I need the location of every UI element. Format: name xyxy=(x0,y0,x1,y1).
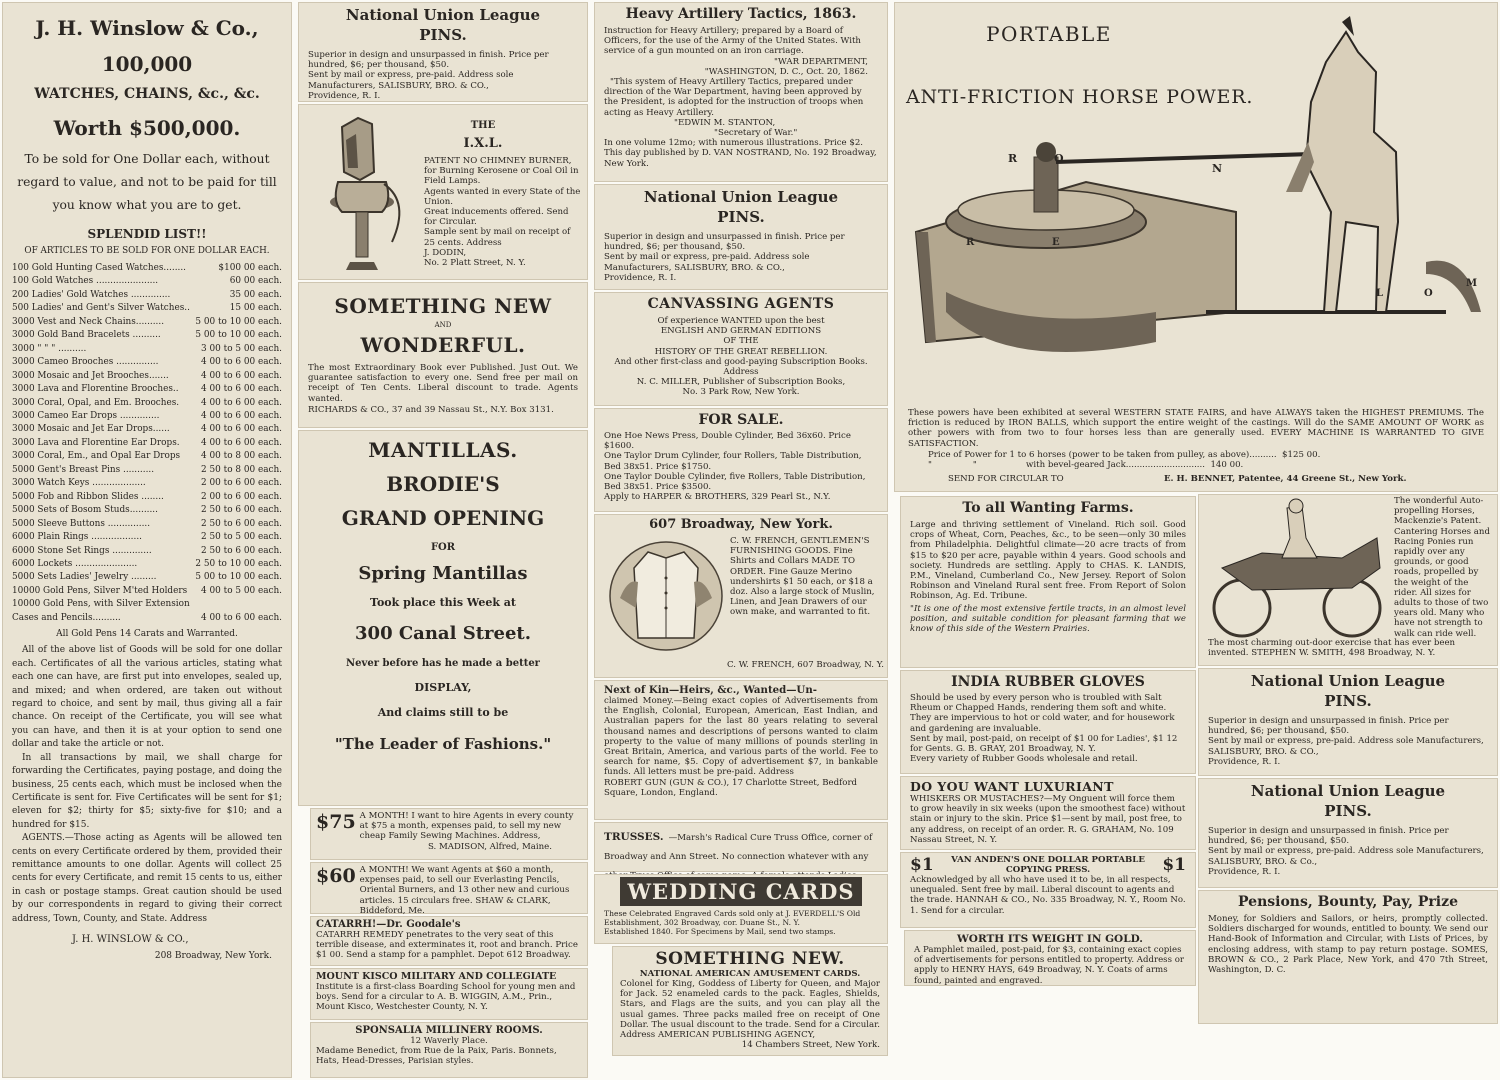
french-title: 607 Broadway, New York. xyxy=(649,517,833,532)
shirt-illustration xyxy=(608,538,724,654)
winslow-item-price: 2 50 to 5 00 each. xyxy=(201,532,282,543)
kisco-title: MOUNT KISCO MILITARY AND COLLEGIATE xyxy=(316,971,557,982)
french-sign: C. W. FRENCH, 607 Broadway, N. Y. xyxy=(726,660,884,670)
rocking-body: The wonderful Auto-propelling Horses, Mackenzie's Patent. Cantering Horses and Racing Ponies run rapidly over any grounds, or good roads, propelled by the weight of the rider. All sizes for adults to those of two years old. Many who have not strength to walk can ride well. xyxy=(1394,496,1490,639)
canvassing-body: Of experience WANTED upon the best ENGLISH AND GERMAN EDITIONS OF THE HISTORY OF THE GREAT REBELLION. And other first-class and good-paying Subscription Books. Address N. C. MILLER, Publisher of Subscription Books, No. 3 Park Row, New York. xyxy=(614,316,868,398)
horse-letter-n: N xyxy=(1212,162,1223,175)
winslow-worth: Worth $500,000. xyxy=(53,116,241,140)
mantillas-l10: And claims still to be xyxy=(377,706,509,719)
farms-title: To all Wanting Farms. xyxy=(962,500,1134,516)
winslow-list-item xyxy=(12,585,282,598)
winslow-item-price: 4 00 to 6 00 each. xyxy=(201,612,282,623)
winslow-item-name: 5000 Fob and Ribbon Slides ........ xyxy=(12,491,164,502)
canvassing-title: CANVASSING AGENTS xyxy=(647,296,835,312)
sewing-machine-agents-ad xyxy=(310,808,588,860)
artillery-date: "WASHINGTON, D. C., Oct. 20, 1862. xyxy=(704,66,868,77)
winslow-item-name: 3000 " " " .......... xyxy=(12,343,87,354)
worth-gold-ad xyxy=(904,930,1196,986)
winslow-title: J. H. Winslow & Co., xyxy=(35,16,259,40)
vineland-farms-ad xyxy=(900,496,1196,668)
kin-body: claimed Money.—Being exact copies of Advertisements from the English, Colonial, European, American, East Indian, and Australian papers for the last 80 years relating to several thousand names and descriptions of persons wanted to claim property to the value of many millions of pounds sterling in Great Britain, America, and various parts of the world. Fee to search for name, $5. Copy of advertisement $7, in bankable funds. All letters must be pre-paid. Address xyxy=(604,696,878,778)
french-body: C. W. FRENCH, GENTLEMEN'S FURNISHING GOODS. Fine Shirts and Collars MADE TO ORDER. Fine Gauze Merino undershirts $1 50 each, or $18 a doz. Also a large stock of Muslin, Linen, and Jean Drawers of our own make, and warranted to fit. xyxy=(730,536,875,618)
winslow-item-price: 4 00 to 6 00 each. xyxy=(201,437,282,448)
union-league-ad-2 xyxy=(594,184,888,290)
horse-send: SEND FOR CIRCULAR TO xyxy=(948,474,1064,484)
winslow-item-price: 5 00 to 10 00 each. xyxy=(195,316,282,327)
catarrh-body: CATARRH REMEDY penetrates to the very seat of this terrible disease, and exterminates it, root and branch. Price $1 00. Send a stamp for a pamphlet. Depot 612 Broadway. xyxy=(316,930,578,961)
horse-letter-r1: R xyxy=(1008,152,1018,165)
amuse-addr: 14 Chambers Street, New York. xyxy=(741,1040,880,1051)
winslow-list-item xyxy=(12,612,282,625)
press-amount-left: $1 xyxy=(910,855,934,875)
horse-velocipede-illustration xyxy=(1202,498,1392,648)
trusses-body: —Marsh's Radical Cure Truss Office, corner of Broadway and Ann Street. No connection whatever with any xyxy=(604,833,873,862)
trusses-ad xyxy=(594,822,888,872)
mantillas-l4: FOR xyxy=(430,542,456,553)
winslow-item-price: $100 00 each. xyxy=(218,263,282,273)
winslow-item-name: 3000 Mosaic and Jet Ear Drops...... xyxy=(12,424,170,435)
union-league-title: National Union League xyxy=(1250,672,1446,690)
winslow-item-name: 200 Ladies' Gold Watches .............. xyxy=(12,289,171,300)
winslow-item-price: 2 50 to 8 00 each. xyxy=(201,464,282,475)
catarrh-title: CATARRH!—Dr. Goodale's xyxy=(316,919,461,930)
horse-title-1: PORTABLE xyxy=(986,22,1112,46)
mantillas-l2: BRODIE'S xyxy=(386,472,500,496)
ad75-body: A MONTH! I want to hire Agents in every county at $75 a month, expenses paid, to sell my new cheap Family Sewing Machines. Address, xyxy=(359,811,574,842)
something-new-sign: RICHARDS & CO., 37 and 39 Nassau St., N.Y. Box 3131. xyxy=(308,404,554,415)
winslow-item-name: 5000 Sets of Bosom Studs.......... xyxy=(12,505,158,516)
mantillas-l1: MANTILLAS. xyxy=(368,438,518,462)
winslow-item-name: 500 Ladies' and Gent's Silver Watches.. xyxy=(12,303,190,314)
winslow-item-price: 3 00 to 5 00 each. xyxy=(201,343,282,354)
winslow-item-price: 2 00 to 6 00 each. xyxy=(201,478,282,489)
something-new-title-2: WONDERFUL. xyxy=(360,333,526,357)
winslow-item-name: 10000 Gold Pens, Silver M'ted Holders xyxy=(12,585,188,596)
kin-title: Next of Kin—Heirs, &c., Wanted—Un- xyxy=(604,684,817,696)
amuse-title: SOMETHING NEW. xyxy=(655,949,845,969)
winslow-item-name: 3000 Cameo Brooches ............... xyxy=(12,357,159,368)
winslow-list-item xyxy=(12,504,282,517)
kisco-body: Institute is a first-class Boarding School for young men and boys. Send for a circular to A. B. WIGGIN, A.M., Prin., Mount Kisco, Westchester County, N. Y. xyxy=(316,982,576,1013)
mantillas-l5: Spring Mantillas xyxy=(358,563,528,584)
winslow-item-name: Cases and Pencils.......... xyxy=(12,612,121,623)
union-league-ad-1 xyxy=(298,2,588,102)
winslow-item-name: 5000 Sets Ladies' Jewelry ......... xyxy=(12,572,157,583)
winslow-number: 100,000 xyxy=(101,52,193,76)
canvassing-agents-ad xyxy=(594,292,888,406)
winslow-list-sub: OF ARTICLES TO BE SOLD FOR ONE DOLLAR EACH. xyxy=(24,246,270,256)
union-league-body: Superior in design and unsurpassed in finish. Price per hundred, $6; per thousand, $50. Sent by mail or express, pre-paid. Address sole Manufacturers, SALISBURY, BRO. & CO., Providence, R. I. xyxy=(1208,716,1484,767)
amuse-body: Colonel for King, Goddess of Liberty for Queen, and Major for Jack. 52 enameled cards to the pack. Eagles, Shields, Stars, and Flags are the suits, and you can play all the usual games. Three packs mailed free on receipt of One Dollar. The usual discount to the trade. Send for a Circular. Address AMERICAN PUBLISHING AGENCY, xyxy=(620,979,880,1041)
winslow-list-item xyxy=(12,423,282,436)
winslow-list xyxy=(12,262,282,625)
winslow-list-item xyxy=(12,464,282,477)
winslow-item-price: 4 00 to 6 00 each. xyxy=(201,410,282,421)
wedding-cards-ad xyxy=(594,874,888,944)
farms-body: Large and thriving settlement of Vineland. Rich soil. Good crops of Wheat, Corn, Peaches, &c., to be seen—only 30 miles from Philadelphia. Delightful climate—20 acre tracts of from $15 to $20 per acre, payable within 4 years. Good schools and society. Hundreds are settling. Apply to CHAS. K. LANDIS, P.M., Vineland, Cumberland Co., New Jersey. Report of Solon Robinson and Vineland Rural sent free. From Report of Solon Robinson, Ag. Ed. Tribune. xyxy=(910,520,1186,602)
pencils-agents-ad xyxy=(310,862,588,914)
winslow-sign: J. H. WINSLOW & CO., xyxy=(72,933,189,945)
something-new-and: AND xyxy=(434,321,452,329)
winslow-item-name: 3000 Lava and Florentine Ear Drops. xyxy=(12,437,180,448)
winslow-list-item xyxy=(12,343,282,356)
horse-letter-o1: O xyxy=(1054,152,1064,165)
mount-kisco-ad xyxy=(310,968,588,1020)
winslow-list-item xyxy=(12,491,282,504)
something-new-body: The most Extraordinary Book ever Published. Just Out. We guarantee satisfaction to every one. Send free per mail on receipt of Ten Cents. Liberal discount to trade. Agents wanted. xyxy=(308,363,578,404)
horse-price-1: Price of Power for 1 to 6 horses (power to be taken from pulley, as above).......... $125 00. xyxy=(928,450,1321,460)
winslow-item-price: 4 00 to 6 00 each. xyxy=(201,384,282,395)
winslow-list-head: SPLENDID LIST!! xyxy=(87,227,207,241)
winslow-item-price: 15 00 each. xyxy=(229,303,282,314)
artillery-pub: In one volume 12mo; with numerous illustrations. Price $2. This day published by D. VAN NOSTRAND, No. 192 Broadway, New York. xyxy=(604,138,877,169)
winslow-list-item xyxy=(12,370,282,383)
winslow-item-name: 5000 Sleeve Buttons ............... xyxy=(12,518,151,529)
winslow-ad xyxy=(2,2,292,1078)
wedding-body: These Celebrated Engraved Cards sold only at J. EVERDELL'S Old Establishment, 302 Broadway, cor. Duane St., N. Y. Established 1840. For Specimens by Mail, send two stamps. xyxy=(604,909,861,936)
winslow-item-name: 3000 Mosaic and Jet Brooches....... xyxy=(12,370,169,381)
next-of-kin-ad xyxy=(594,680,888,820)
winslow-item-name: 6000 Stone Set Rings .............. xyxy=(12,545,152,556)
winslow-item-name: 6000 Lockets ...................... xyxy=(12,558,138,569)
artillery-body: Instruction for Heavy Artillery; prepared by a Board of Officers, for the use of the Army of the United States. With service of a gun mounted on an iron carriage. xyxy=(604,26,861,57)
winslow-item-price: 4 00 to 6 00 each. xyxy=(201,397,282,408)
winslow-item-price: 2 50 to 10 00 each. xyxy=(195,558,282,569)
horse-title-2: ANTI-FRICTION HORSE POWER. xyxy=(906,86,1254,108)
gold-title: WORTH ITS WEIGHT IN GOLD. xyxy=(957,933,1143,945)
artillery-quote: "This system of Heavy Artillery Tactics, prepared under direction of the War Department, having been approved by the President, is adopted for the instruction of troops when acting as Heavy Artillery. xyxy=(604,77,864,118)
ad75-amount: $75 xyxy=(316,811,356,833)
copying-press-ad xyxy=(900,852,1196,928)
winslow-list-item xyxy=(12,531,282,544)
rocking-horse-ad xyxy=(1198,494,1498,666)
winslow-item-price: 2 00 to 6 00 each. xyxy=(201,491,282,502)
kin-sign: ROBERT GUN (GUN & CO.), 17 Charlotte Street, Bedford Square, London, England. xyxy=(604,777,858,798)
winslow-item-name: 6000 Plain Rings .................. xyxy=(12,532,142,543)
winslow-list-item xyxy=(12,437,282,450)
artillery-role: "Secretary of War." xyxy=(714,128,798,139)
winslow-body-1: All of the above list of Goods will be sold for one dollar each. Certificates of all the various articles, stating what each one can have, are first put into envelopes, sealed up, and mixed; and when ordered, are taken out without regard to choice, and sent by mail, thus giving all a fair chance. On receipt of the Certificate, you will see what you can have, and then it is at your option to send one dollar and take the article or not. xyxy=(12,645,282,750)
mantillas-l6: Took place this Week at xyxy=(370,596,516,609)
horse-body: These powers have been exhibited at several WESTERN STATE FAIRS, and have ALWAYS taken the HIGHEST PREMIUMS. The friction is reduced by IRON BALLS, which support the entire weight of the castings. Will do the SAME AMOUNT OF WORK as other powers with from two to four horses less than are generally used. EVERY MACHINE IS WARRANTED TO GIVE SATISFACTION. xyxy=(908,408,1484,449)
winslow-list-item xyxy=(12,571,282,584)
mantillas-ad xyxy=(298,430,588,806)
winslow-item-price: 4 00 to 6 00 each. xyxy=(201,357,282,368)
winslow-item-price: 4 00 to 6 00 each. xyxy=(201,424,282,435)
winslow-list-item xyxy=(12,383,282,396)
catarrh-ad xyxy=(310,916,588,966)
winslow-item-name: 100 Gold Watches ...................... xyxy=(12,276,159,287)
press-body: Acknowledged by all who have used it to be, in all respects, unequaled. Sent free by mail. Liberal discount to agents and the trade. HANNAH & CO., No. 335 Broadway, N. Y., Room No. 1. Send for a circular. xyxy=(910,875,1186,916)
mantillas-l11: "The Leader of Fashions." xyxy=(334,735,552,753)
union-league-pins: PINS. xyxy=(1324,692,1372,710)
pensions-title: Pensions, Bounty, Pay, Prize xyxy=(1238,894,1458,910)
press-title: VAN ANDEN'S ONE DOLLAR PORTABLE COPYING PRESS. xyxy=(951,855,1145,875)
winslow-body-3: AGENTS.—Those acting as Agents will be allowed ten cents on every Certificate ordered by them, provided their remittance amounts to one dollar. Agents will collect 25 cents for every Certificate, and remit 15 cents to us, either in cash or postage stamps. Great caution should be used by our correspondents in regard to giving their correct address, Town, County, and State. Address xyxy=(12,833,282,924)
rocking-body-2: The most charming out-door exercise that has ever been invented. STEPHEN W. SMITH, 498 Broadway, N. Y. xyxy=(1208,638,1456,659)
sponsalia-ad xyxy=(310,1022,588,1078)
horse-letter-r2: R xyxy=(966,237,975,248)
winslow-list-item xyxy=(12,558,282,571)
horse-letter-o2: O xyxy=(1424,288,1433,299)
winslow-item-price: 4 00 to 8 00 each. xyxy=(201,451,282,462)
winslow-item-name: 100 Gold Hunting Cased Watches........ xyxy=(12,263,186,273)
ad60-amount: $60 xyxy=(316,865,356,887)
winslow-list-item xyxy=(12,316,282,329)
winslow-list-item xyxy=(12,262,282,275)
wedding-title: WEDDING CARDS xyxy=(620,877,862,906)
horse-power-ad xyxy=(894,2,1498,492)
winslow-list-item xyxy=(12,545,282,558)
winslow-list-item xyxy=(12,410,282,423)
ixl-the: THE xyxy=(470,120,496,131)
winslow-list-item xyxy=(12,518,282,531)
amusement-cards-ad xyxy=(612,946,888,1056)
union-league-title: National Union League xyxy=(643,188,839,206)
horse-power-illustration xyxy=(906,12,1490,397)
winslow-item-price: 4 00 to 5 00 each. xyxy=(201,585,282,596)
union-league-ad-3 xyxy=(1198,668,1498,776)
winslow-item-price: 5 00 to 10 00 each. xyxy=(195,572,282,583)
winslow-list-item xyxy=(12,397,282,410)
lamp-burner-illustration xyxy=(312,112,412,277)
for-sale-body: One Hoe News Press, Double Cylinder, Bed 36x60. Price $1600. One Taylor Drum Cylinder, four Rollers, Table Distribution, Bed 38x51. Price $1750. One Taylor Double Cylinder, five Rollers, Table Distribution, Bed 38x51. Price $3500. Apply to HARPER & BROTHERS, 329 Pearl St., N.Y. xyxy=(604,431,866,503)
winslow-list-item xyxy=(12,329,282,342)
union-league-title: National Union League xyxy=(1250,782,1446,800)
mantillas-l9: DISPLAY, xyxy=(414,681,472,694)
union-league-pins: PINS. xyxy=(419,26,467,44)
press-amount-right: $1 xyxy=(1162,855,1186,875)
winslow-warranted: All Gold Pens 14 Carats and Warranted. xyxy=(56,629,238,640)
winslow-list-item xyxy=(12,477,282,490)
winslow-item-price: 5 00 to 10 00 each. xyxy=(195,330,282,341)
winslow-item-price: 2 50 to 6 00 each. xyxy=(201,518,282,529)
union-league-pins: PINS. xyxy=(1324,802,1372,820)
winslow-item-name: 3000 Coral, Em., and Opal Ear Drops xyxy=(12,451,181,462)
ixl-title: I.X.L. xyxy=(463,136,503,151)
pensions-ad xyxy=(1198,890,1498,1024)
winslow-item-name: 3000 Cameo Ear Drops .............. xyxy=(12,410,160,421)
rubber-gloves-ad xyxy=(900,670,1196,774)
sponsalia-place: 12 Waverly Place. xyxy=(410,1036,488,1046)
union-league-body: Superior in design and unsurpassed in finish. Price per hundred, $6; per thousand, $50. Sent by mail or express, pre-paid. Address sole Manufacturers, SALISBURY, BRO. & CO., Providence, R. I. xyxy=(604,232,845,283)
ixl-body: PATENT NO CHIMNEY BURNER, for Burning Kerosene or Coal Oil in Field Lamps. Agents wanted in every State of the Union. Great inducements offered. Send for Circular. Sample sent by mail on receipt of 25 cents. Address J. DODIN, No. 2 Platt Street, N. Y. xyxy=(424,156,581,269)
horse-letter-e: E xyxy=(1052,237,1060,248)
whiskers-body: WHISKERS OR MUSTACHES?—My Onguent will force them to grow heavily in six weeks (upon the smoothest face) without stain or injury to the skin. Price $1—sent by mail, post free, to any address, on receipt of an order. R. G. GRAHAM, No. 109 Nassau Street, N. Y. xyxy=(910,794,1186,845)
artillery-title: Heavy Artillery Tactics, 1863. xyxy=(625,6,857,22)
gloves-body: Should be used by every person who is troubled with Salt Rheum or Chapped Hands, rendering them soft and white. They are impervious to hot or cold water, and for housework and gardening are invaluable. Sent by mail, post-paid, on receipt of $1 00 for Ladies', $1 12 for Gents. G. B. GRAY, 201 Broadway, N. Y. Every variety of Rubber Goods wholesale and retail. xyxy=(910,693,1178,765)
winslow-item-name: 5000 Gent's Breast Pins ........... xyxy=(12,464,155,475)
whiskers-ad xyxy=(900,776,1196,850)
winslow-item-name: 10000 Gold Pens, with Silver Extension xyxy=(12,599,190,610)
horse-letter-l: L xyxy=(1376,288,1384,299)
winslow-item-price: 2 50 to 6 00 each. xyxy=(201,505,282,516)
union-league-pins: PINS. xyxy=(717,208,765,226)
winslow-item-price: 35 00 each. xyxy=(229,289,282,300)
ixl-burner-ad xyxy=(298,104,588,280)
for-sale-ad xyxy=(594,408,888,512)
union-league-body: Superior in design and unsurpassed in finish. Price per hundred, $6; per thousand, $50. Sent by mail or express, pre-paid. Address sole Manufacturers, SALISBURY, BRO. & CO., Providence, R. I. xyxy=(308,50,549,101)
union-league-ad-4 xyxy=(1198,778,1498,888)
trusses-title: TRUSSES. xyxy=(604,831,664,843)
winslow-list-item xyxy=(12,302,282,315)
farms-quote: "It is one of the most extensive fertile tracts, in an almost level position, and suitable condition for pleasant farming that we know of this side of the Western Prairies. xyxy=(910,603,1186,635)
winslow-tagline: To be sold for One Dollar each, without regard to value, and not to be paid for till you know what you are to get. xyxy=(17,152,277,212)
sponsalia-title: SPONSALIA MILLINERY ROOMS. xyxy=(355,1025,543,1036)
winslow-item-name: 3000 Coral, Opal, and Em. Brooches. xyxy=(12,397,180,408)
mantillas-l3: GRAND OPENING xyxy=(341,506,545,530)
whiskers-title: DO YOU WANT LUXURIANT xyxy=(910,779,1114,794)
for-sale-title: FOR SALE. xyxy=(698,412,784,428)
union-league-title: National Union League xyxy=(345,6,541,24)
french-shirts-ad xyxy=(594,514,888,678)
gloves-title: INDIA RUBBER GLOVES xyxy=(951,674,1145,690)
horse-sign: E. H. BENNET, Patentee, 44 Greene St., New York. xyxy=(1164,474,1407,484)
winslow-item-name: 3000 Vest and Neck Chains.......... xyxy=(12,316,165,327)
winslow-list-item xyxy=(12,356,282,369)
something-new-book-ad xyxy=(298,282,588,428)
ad60-body: A MONTH! We want Agents at $60 a month, expenses paid, to sell our Everlasting Pencils, Oriental Burners, and 13 other new and curious articles. 15 circulars free. SHAW & CLARK, Biddeford, Me. xyxy=(359,865,570,916)
amuse-sub: NATIONAL AMERICAN AMUSEMENT CARDS. xyxy=(639,969,861,979)
mantillas-l8: Never before has he made a better xyxy=(346,658,540,669)
winslow-list-item xyxy=(12,598,282,611)
artillery-ad xyxy=(594,2,888,182)
sponsalia-body: Madame Benedict, from Rue de la Paix, Paris. Bonnets, Hats, Head-Dresses, Parisian styles. xyxy=(316,1046,557,1067)
winslow-body-2: In all transactions by mail, we shall charge for forwarding the Certificates, paying postage, and doing the business, 25 cents each, which must be inclosed when the Certificate is sent for. Five Certificates will be sent for $1; eleven for $2; thirty for $5; sixty-five for $10; and a hundred for $15. xyxy=(12,752,282,830)
something-new-title: SOMETHING NEW xyxy=(334,294,552,318)
winslow-item-price: 60 00 each. xyxy=(229,276,282,287)
winslow-list-item xyxy=(12,289,282,302)
horse-letter-m: M xyxy=(1466,278,1478,289)
winslow-subtitle: WATCHES, CHAINS, &c., &c. xyxy=(34,86,260,102)
winslow-item-name: 3000 Lava and Florentine Brooches.. xyxy=(12,384,179,395)
winslow-list-item xyxy=(12,275,282,288)
pensions-body: Money, for Soldiers and Sailors, or heirs, promptly collected. Soldiers discharged for wounds, entitled to bounty. We send our Hand-Book of Information and Circular, with Lists of Prices, by enclosing address, with stamp to pay return postage. SOMES, BROWN & CO., 2 Park Place, New York, and 470 7th Street, Washington, D. C. xyxy=(1208,914,1488,976)
gold-body: A Pamphlet mailed, post-paid, for $3, containing exact copies of advertisements for persons entitled to property. Address or apply to HENRY HAYS, 649 Broadway, N. Y. Coats of arms found, painted and engraved. xyxy=(914,945,1185,986)
artillery-sign: "EDWIN M. STANTON, xyxy=(674,117,776,128)
winslow-address: 208 Broadway, New York. xyxy=(154,951,272,962)
winslow-item-price: 4 00 to 6 00 each. xyxy=(201,370,282,381)
winslow-list-item xyxy=(12,450,282,463)
winslow-item-name: 3000 Gold Band Bracelets .......... xyxy=(12,330,161,341)
winslow-item-price: 2 50 to 6 00 each. xyxy=(201,545,282,556)
horse-price-2: " " with bevel-geared Jack............................. 140 00. xyxy=(928,460,1244,470)
winslow-item-name: 3000 Watch Keys ................... xyxy=(12,478,146,489)
union-league-body: Superior in design and unsurpassed in finish. Price per hundred, $6; per thousand, $50. Sent by mail or express, pre-paid. Address sole Manufacturers, SALISBURY, BRO. & Co., Providence, R. I. xyxy=(1208,826,1484,877)
mantillas-l7: 300 Canal Street. xyxy=(355,623,531,644)
artillery-dept: "WAR DEPARTMENT, xyxy=(774,56,868,67)
ad75-sign: S. MADISON, Alfred, Maine. xyxy=(427,841,552,852)
